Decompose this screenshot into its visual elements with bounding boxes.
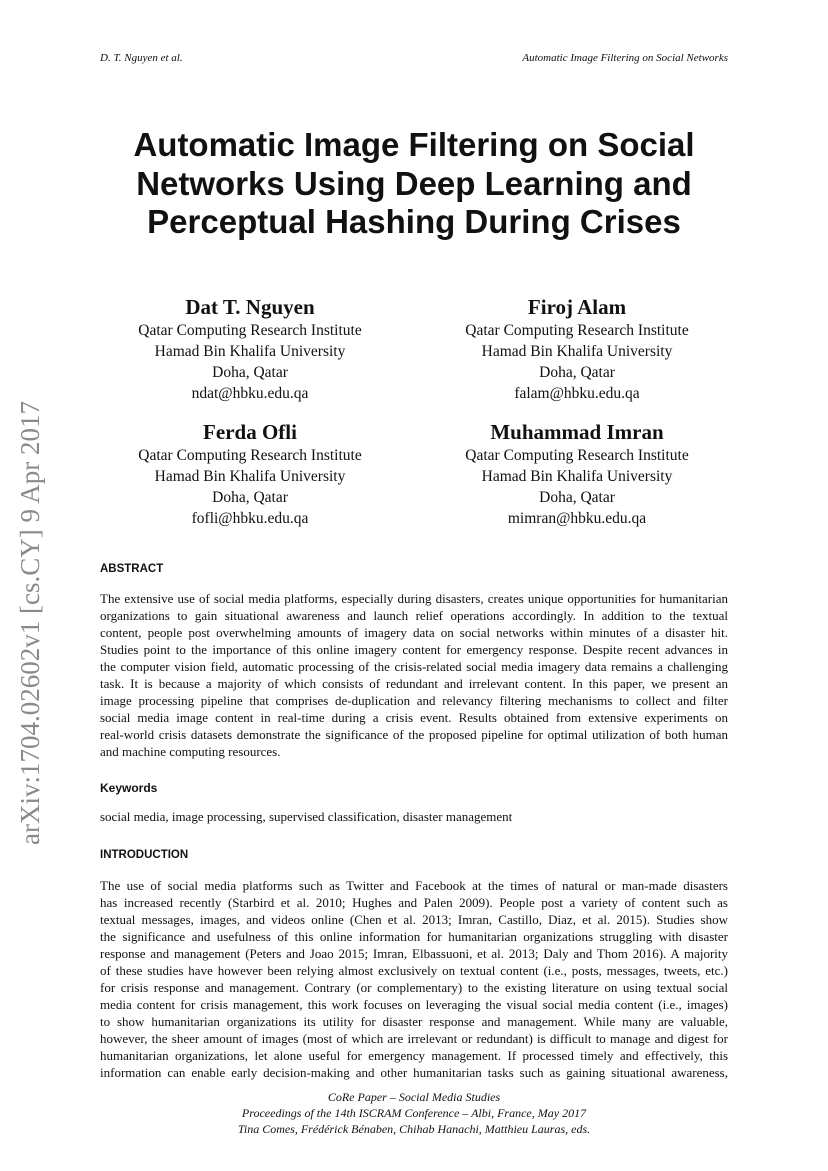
introduction-line: textual messages, images, and videos online (Chen et al. 2013; Imran, Castillo, Diaz, et al. 2015). Studies show bbox=[100, 912, 728, 927]
author-name: Ferda Ofli bbox=[203, 420, 297, 444]
author-institute: Qatar Computing Research Institute bbox=[138, 322, 362, 339]
author-email[interactable]: mimran@hbku.edu.qa bbox=[507, 510, 647, 527]
abstract-line: task. It is because a majority of which consists of redundant and irrelevant content. In this paper, we present an bbox=[100, 676, 728, 691]
keywords-heading: Keywords bbox=[100, 781, 158, 795]
author-institute: Qatar Computing Research Institute bbox=[465, 447, 689, 464]
abstract-line: and machine computing resources. bbox=[100, 744, 281, 759]
abstract-line: image processing pipeline that comprises de-duplication and relevancy filtering mechanisms to collect and filter bbox=[100, 693, 728, 708]
page-footer bbox=[100, 1089, 728, 1137]
author-location: Doha, Qatar bbox=[539, 489, 615, 506]
author-university: Hamad Bin Khalifa University bbox=[154, 343, 346, 360]
author-block-alam bbox=[427, 294, 727, 404]
author-name: Dat T. Nguyen bbox=[185, 295, 315, 319]
abstract-line: real-world crisis datasets demonstrate the significance of the proposed pipeline for optimal utilization of both human bbox=[100, 727, 728, 742]
author-location: Doha, Qatar bbox=[212, 489, 288, 506]
paper-title bbox=[100, 126, 728, 242]
author-location: Doha, Qatar bbox=[539, 364, 615, 381]
author-email[interactable]: ndat@hbku.edu.qa bbox=[191, 385, 309, 402]
abstract-body bbox=[100, 590, 728, 760]
author-email[interactable]: fofli@hbku.edu.qa bbox=[191, 510, 309, 527]
abstract-heading: ABSTRACT bbox=[100, 563, 164, 575]
author-block-ofli bbox=[100, 419, 400, 529]
arxiv-stamp: arXiv:1704.02602v1 [cs.CY] 9 Apr 2017 bbox=[15, 401, 45, 845]
running-header-title: Automatic Image Filtering on Social Networks bbox=[522, 52, 728, 64]
author-block-nguyen bbox=[100, 294, 400, 404]
introduction-line: for crisis response and management. Contrary (or complementary) to the existing literature on using textual social bbox=[100, 980, 728, 995]
footer-line: Proceedings of the 14th ISCRAM Conference – Albi, France, May 2017 bbox=[241, 1106, 587, 1120]
keywords-line: social media, image processing, supervised classification, disaster management bbox=[100, 809, 513, 824]
introduction-line: however, the sheer amount of images (most of which are irrelevant or redundant) is difficult to manage and digest for bbox=[100, 1031, 728, 1046]
introduction-body bbox=[100, 877, 728, 1081]
footer-line: CoRe Paper – Social Media Studies bbox=[327, 1090, 501, 1104]
running-header-authors: D. T. Nguyen et al. bbox=[100, 52, 183, 64]
introduction-heading: INTRODUCTION bbox=[100, 849, 189, 861]
author-block-imran bbox=[427, 419, 727, 529]
abstract-line: Studies point to the importance of this online imagery content for emergency response. Despite recent advances in bbox=[100, 642, 728, 657]
paper-title-line: Automatic Image Filtering on Social bbox=[133, 126, 695, 163]
paper-title-line: Networks Using Deep Learning and bbox=[136, 164, 692, 202]
author-name: Firoj Alam bbox=[527, 295, 627, 319]
author-institute: Qatar Computing Research Institute bbox=[138, 447, 362, 464]
author-institute: Qatar Computing Research Institute bbox=[465, 322, 689, 339]
abstract-line: organizations to gain situational awareness and launch relief operations accordingly. In addition to the textual bbox=[100, 608, 728, 623]
author-email[interactable]: falam@hbku.edu.qa bbox=[514, 385, 640, 402]
introduction-line: media content for crisis management, this work focuses on leveraging the visual social media content (i.e., images) bbox=[100, 997, 728, 1012]
introduction-line: has increased recently (Starbird et al. 2010; Hughes and Palen 2009). People post a variety of content such as bbox=[100, 895, 728, 910]
abstract-line: content, people post overwhelming amounts of imagery data on social networks within minutes of a disaster hit. bbox=[100, 625, 728, 640]
introduction-line: humanitarian organizations, let alone useful for emergency management. If processed timely and effectively, this bbox=[100, 1048, 728, 1063]
introduction-line: The use of social media platforms such as Twitter and Facebook at the times of natural or man-made disasters bbox=[100, 878, 728, 893]
introduction-line: information can enable early decision-making and other humanitarian tasks such as gaining situational awareness, bbox=[100, 1065, 728, 1080]
abstract-line: The extensive use of social media platforms, especially during disasters, creates unique opportunities for humanitarian bbox=[100, 591, 728, 606]
keywords-body bbox=[100, 808, 728, 825]
author-location: Doha, Qatar bbox=[212, 364, 288, 381]
paper-title-line: Perceptual Hashing During Crises bbox=[147, 203, 681, 240]
author-university: Hamad Bin Khalifa University bbox=[481, 468, 673, 485]
footer-line: Tina Comes, Frédérick Bénaben, Chihab Hanachi, Matthieu Lauras, eds. bbox=[237, 1122, 591, 1136]
abstract-line: social media image content in real-time during a crisis event. Results obtained from extensive experiments on bbox=[100, 710, 728, 725]
author-name: Muhammad Imran bbox=[490, 420, 664, 444]
introduction-line: to show humanitarian organizations its utility for disaster response and management. While many are valuable, bbox=[100, 1014, 728, 1029]
introduction-line: response and management (Peters and Joao 2015; Imran, Elbassuoni, et al. 2013; Daly and Thom 2016). A majority bbox=[100, 946, 728, 961]
author-university: Hamad Bin Khalifa University bbox=[481, 343, 673, 360]
abstract-line: the computer vision field, automatic processing of the crisis-related social media imagery data remains a challenging bbox=[100, 659, 728, 674]
author-university: Hamad Bin Khalifa University bbox=[154, 468, 346, 485]
running-header bbox=[100, 52, 728, 68]
introduction-line: of these studies have however been relying almost exclusively on textual content (i.e., posts, messages, tweets, etc.) bbox=[100, 963, 728, 978]
introduction-line: the significance and usefulness of this online information for humanitarian organizations struggling with disaster bbox=[100, 929, 728, 944]
